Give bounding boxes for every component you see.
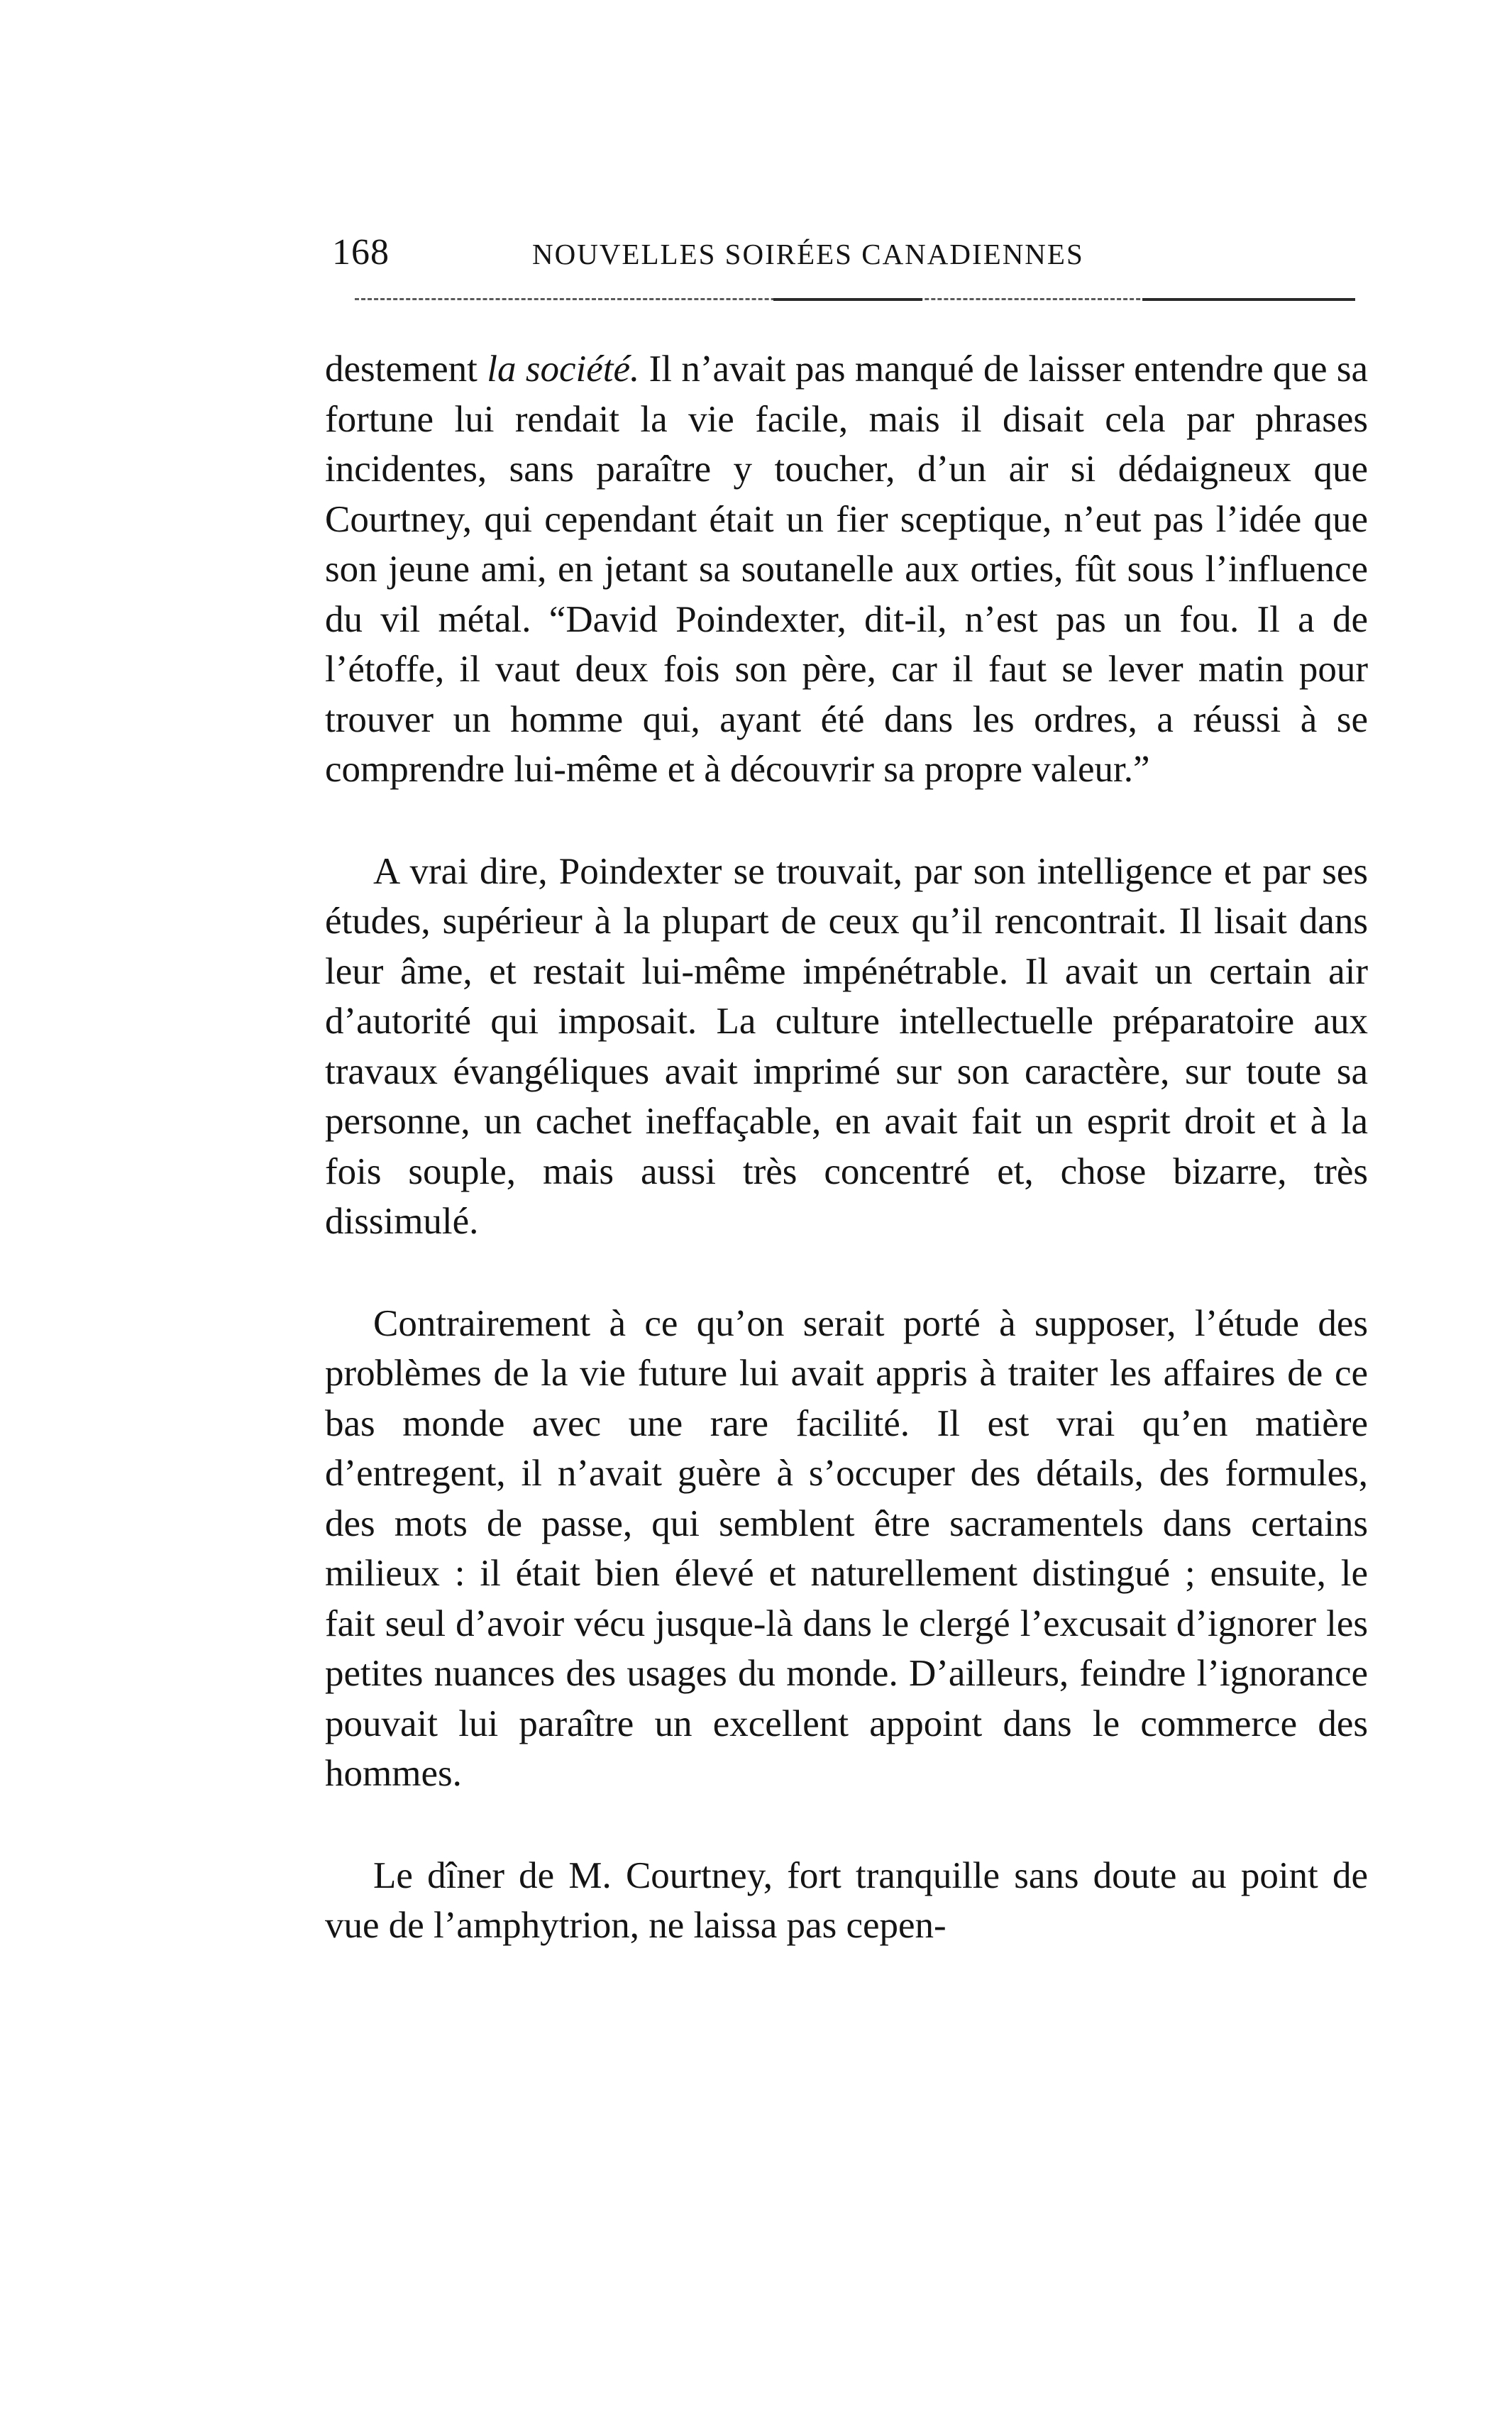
paragraph-1-after: Il n’avait pas manqué de laisser entendre que sa fortune lui rendait la vie facile, mais il disait cela par phrases incidentes, sans paraître y toucher, d’un air si dédaigneux que Courtney, qui cependant était un fier sceptique, n’eut pas l’idée que son jeune ami, en jetant sa soutanelle aux orties, fût sous l’influence du vil métal. “David Poindexter, dit-il, n’est pas un fou. Il a de l’étoffe, il vaut deux fois son père, car il faut se lever matin pour trouver un homme qui, ayant été dans les ordres, a réussi à se comprendre lui-même et à découvrir sa propre valeur.” xyxy=(325,348,1369,790)
paragraph-4: Le dîner de M. Courtney, fort tranquille sans doute au point de vue de l’amphytrion, ne laissa pas cepen- xyxy=(325,1854,1368,1946)
paragraph-1-before: destement xyxy=(325,348,487,390)
paragraph-1 xyxy=(325,344,1368,795)
body-text xyxy=(325,344,1368,1951)
header-rule-segment xyxy=(773,298,922,301)
page-number: 168 xyxy=(332,232,390,273)
header-rule-segment xyxy=(1142,298,1355,301)
paragraph-1-italic: la société. xyxy=(487,348,640,390)
paragraph-3: Contrairement à ce qu’on serait porté à supposer, l’étude des problèmes de la vie future lui avait appris à traiter les affaires de ce bas monde avec une rare facilité. Il est vrai qu’en matière d’entregent, il n’avait guère à s’occuper des détails, des formules, des mots de passe, qui semblent être sacramentels dans certains milieux : il était bien élevé et naturellement distingué ; ensuite, le fait seul d’avoir vécu jusque-là dans le clergé l’excusait d’ignorer les petites nuances des usages du monde. D’ailleurs, feindre l’ignorance pouvait lui paraître un excellent appoint dans le commerce des hommes. xyxy=(325,1302,1368,1794)
running-title: NOUVELLES SOIRÉES CANADIENNES xyxy=(532,238,1084,270)
page-header xyxy=(332,224,1361,281)
paragraph-2: A vrai dire, Poindexter se trouvait, par son intelligence et par ses études, supérieur à la plupart de ceux qu’il rencontrait. Il lisait dans leur âme, et restait lui-même impénétrable. Il avait un certain air d’autorité qui imposait. La culture intellectuelle préparatoire aux travaux évangéliques avait imprimé sur son caractère, sur toute sa personne, un cachet ineffaçable, en avait fait un esprit droit et à la fois souple, mais aussi très concentré et, chose bizarre, très dissimulé. xyxy=(325,850,1368,1242)
